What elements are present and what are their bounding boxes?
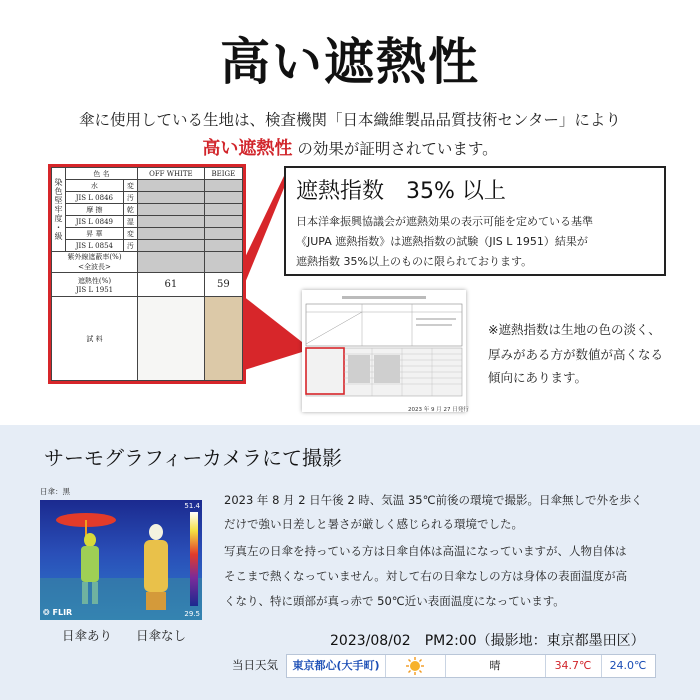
cert-row-label: 摩 擦 — [66, 204, 124, 216]
cert-col-name: 色 名 — [66, 168, 138, 180]
heat-index-callout — [284, 166, 666, 276]
cert-row-std: JIS L 0849 — [66, 216, 124, 228]
cert-heat-beige: 59 — [204, 273, 242, 297]
test-report-thumbnail — [302, 290, 466, 412]
cert-col-beige: BEIGE — [204, 168, 242, 180]
sample-swatch-white — [138, 297, 205, 381]
certificate-excerpt — [48, 164, 246, 384]
description-line: 写真左の日傘を持っている方は日傘自体は高温になっていますが、人物自体は — [224, 544, 627, 558]
note-line-3: 傾向にあります。 — [488, 370, 588, 385]
certificate-table — [51, 167, 243, 381]
cert-side-label: 染色堅牢度・級 — [52, 168, 66, 252]
weather-bar — [286, 654, 656, 678]
pointer-to-document — [238, 292, 302, 372]
label-with-umbrella: 日傘あり — [62, 628, 113, 643]
cert-heat-cell — [52, 273, 138, 297]
thermal-image — [40, 500, 202, 620]
temp-min: 29.5 — [184, 610, 200, 618]
label-without-umbrella: 日傘なし — [136, 628, 187, 643]
cert-uv-label: 紫外線遮蔽率(%) — [67, 253, 122, 261]
thermal-scene — [40, 500, 202, 620]
page-title: 高い遮熱性 — [220, 33, 480, 91]
cert-uv-cell — [52, 252, 138, 273]
description-line: くなり、特に頭部が真っ赤で 50℃近い表面温度になっています。 — [224, 594, 565, 608]
umbrella-color-label: 日傘：黒 — [40, 487, 70, 496]
thermography-heading: サーモグラフィーカメラにて撮影 — [44, 446, 342, 470]
cert-row-label: 水 — [66, 180, 124, 192]
cert-row-suffix: 変 — [123, 180, 137, 192]
sun-icon — [385, 655, 446, 677]
flir-icon: ❂ — [43, 608, 50, 617]
weather-label: 当日天気 — [232, 658, 278, 672]
person-without-umbrella — [144, 540, 168, 592]
flir-logo: ❂ FLIR — [43, 608, 73, 617]
temp-max: 51.4 — [184, 502, 200, 510]
intro-highlight: 高い遮熱性 — [202, 138, 293, 159]
intro-line-2-rest: の効果が証明されています。 — [292, 140, 498, 158]
cert-row-std: JIS L 0854 — [66, 240, 124, 252]
cert-col-white: OFF WHITE — [138, 168, 205, 180]
test-report-image — [302, 290, 466, 412]
description-line: 2023 年 8 月 2 日午後 2 時、気温 35℃前後の環境で撮影。日傘無しで外を歩く — [224, 493, 643, 507]
weather-low-temp: 24.0℃ — [609, 659, 647, 672]
capture-datetime: 2023/08/02 PM2:00（撮影地：東京都墨田区） — [330, 633, 645, 649]
cert-row-label: 昇 華 — [66, 228, 124, 240]
note-line-2: 厚みがある方が数値が高くなる — [488, 347, 664, 362]
person-with-umbrella — [81, 546, 99, 582]
cert-row-std: JIS L 0846 — [66, 192, 124, 204]
cert-heat-label: 遮熱性(%) — [77, 276, 112, 285]
cert-row-suffix: 乾 — [123, 204, 137, 216]
description-line: だけで強い日差しと暑さが厳しく感じられる環境でした。 — [224, 517, 523, 531]
cert-heat-white: 61 — [138, 273, 205, 297]
weather-condition: 晴 — [445, 655, 546, 677]
note-line-1: ※遮熱指数は生地の色の淡く、 — [488, 322, 661, 337]
cert-row-suffix: 変 — [123, 228, 137, 240]
cert-sample-label: 試 料 — [52, 297, 138, 381]
cert-uv-sub: <全波長> — [78, 263, 111, 271]
callout-title: 遮熱指数 35% 以上 — [296, 179, 506, 204]
sample-swatch-beige — [204, 297, 242, 381]
description-line: そこまで熱くなっていません。対して右の日傘なしの方は身体の表面温度が高 — [224, 569, 628, 583]
cert-row-end: 湿 — [123, 216, 137, 228]
weather-place: 東京都心(大手町) — [287, 655, 386, 677]
cert-row-end: 汚 — [123, 240, 137, 252]
sun-icon-graphic — [405, 656, 425, 676]
callout-line-3: 遮熱指数 35%以上のものに限られております。 — [296, 255, 533, 268]
document-date: 2023 年 9 月 27 日発行 — [408, 407, 469, 413]
weather-high-temp: 34.7℃ — [545, 655, 602, 677]
intro-line-1: 傘に使用している生地は、検査機関「日本織維製品品質技術センター」により — [79, 111, 621, 129]
cert-row-end: 汚 — [123, 192, 137, 204]
callout-line-2: 《JUPA 遮熱指数》は遮熱指数の試験（JIS L 1951）結果が — [296, 235, 588, 248]
callout-line-1: 日本洋傘振興協議会が遮熱効果の表示可能を定めている基準 — [296, 215, 593, 228]
intro-line-2 — [0, 134, 700, 160]
cert-heat-std: JIS L 1951 — [75, 285, 114, 294]
